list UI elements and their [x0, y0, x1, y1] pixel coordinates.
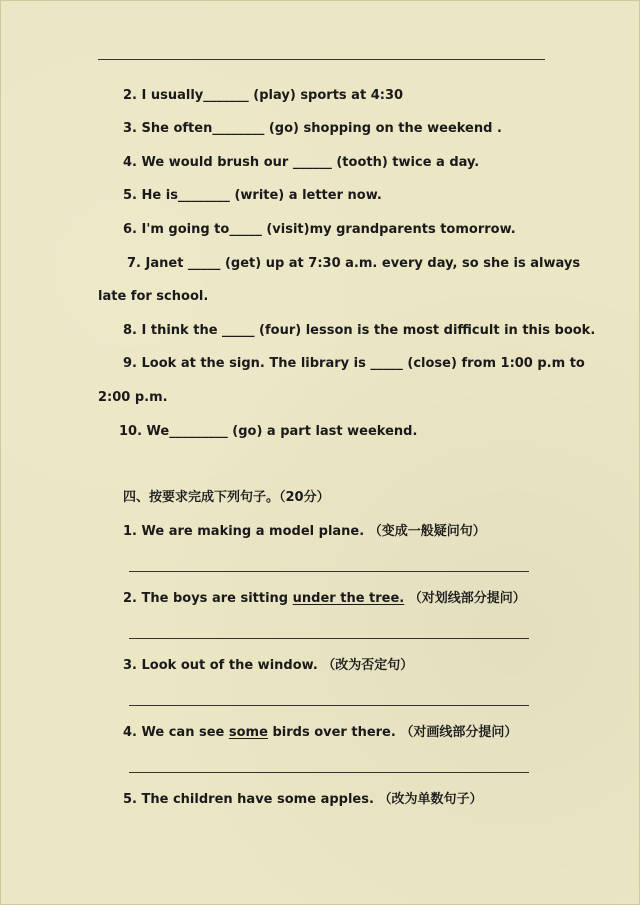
exercise-item-6: 6. I'm going to_____ (visit)my grandparents tomorrow. [123, 222, 516, 237]
exercise-item-3: 3. She often________ (go) shopping on the weekend . [123, 121, 502, 136]
transform-item-2 [123, 591, 526, 607]
transform-item-1 [123, 524, 486, 540]
section-heading: 四、按要求完成下列句子。（20分） [123, 490, 330, 505]
item-text: 5. The children have some apples. [123, 792, 379, 807]
exercise-item-10: 10. We_________ (go) a part last weekend. [119, 424, 418, 439]
item-text: 4. We can see [123, 725, 229, 740]
transform-item-5 [123, 792, 482, 808]
exercise-item-5: 5. He is________ (write) a letter now. [123, 188, 382, 203]
item-text: 2. The boys are sitting [123, 591, 293, 606]
transform-item-4 [123, 725, 517, 741]
item-instruction: （对划线部分提问） [408, 591, 526, 606]
exercise-item-7-continued: late for school. [98, 289, 209, 304]
item-text: 3. Look out of the window. [123, 658, 323, 673]
exercise-item-9: 9. Look at the sign. The library is _____ (close) from 1:00 p.m to [123, 356, 585, 371]
transform-item-3 [123, 658, 413, 674]
exercise-item-9-continued: 2:00 p.m. [98, 390, 168, 405]
underlined-phrase: some [228, 725, 268, 740]
item-instruction: （改为单数句子） [378, 792, 483, 807]
answer-line-1 [129, 571, 529, 572]
answer-line-2 [129, 638, 529, 639]
exercise-item-7: 7. Janet _____ (get) up at 7:30 a.m. every day, so she is always [127, 256, 581, 271]
item-text: 1. We are making a model plane. [123, 524, 369, 539]
answer-line-4 [129, 772, 529, 773]
answer-line-3 [129, 705, 529, 706]
item-instruction: （对画线部分提问） [400, 725, 518, 740]
exercise-item-8: 8. I think the _____ (four) lesson is the most difficult in this book. [123, 323, 596, 338]
underlined-phrase: under the tree. [292, 591, 405, 606]
item-instruction: （改为否定句） [322, 658, 414, 673]
exercise-item-4: 4. We would brush our ______ (tooth) twice a day. [123, 155, 480, 170]
item-text-after: birds over there. [267, 725, 401, 740]
item-instruction: （变成一般疑问句） [368, 524, 486, 539]
top-answer-line [98, 59, 545, 60]
exercise-item-2: 2. I usually_______ (play) sports at 4:30 [123, 88, 404, 103]
